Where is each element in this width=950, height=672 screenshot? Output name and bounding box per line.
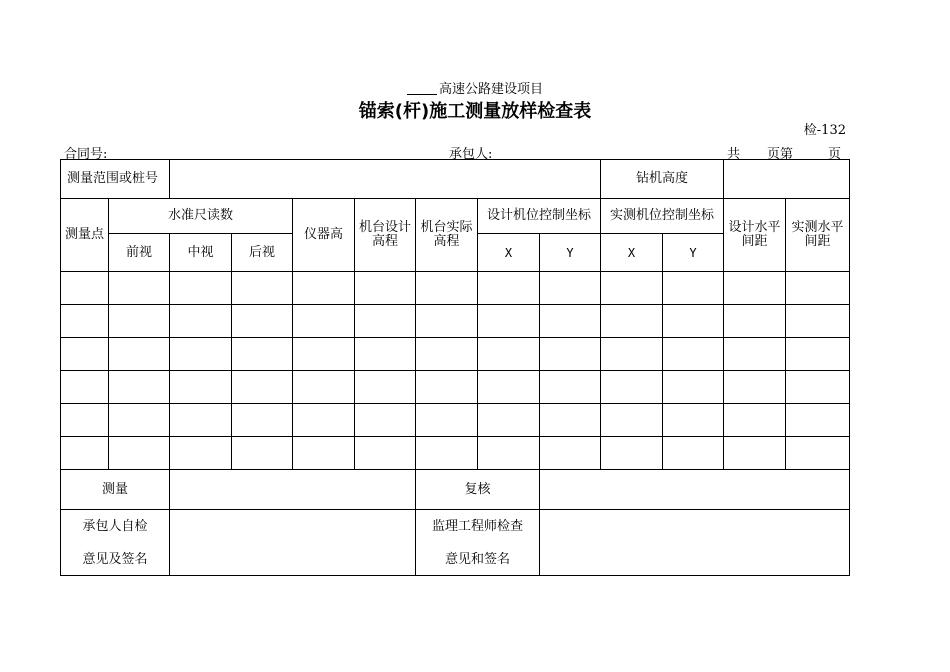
col-back-header: 后视: [232, 234, 293, 272]
table-cell[interactable]: [540, 338, 601, 371]
range-value-cell[interactable]: [170, 160, 601, 199]
contractor-check-line2: 意见及签名: [82, 552, 148, 567]
table-cell[interactable]: [416, 338, 478, 371]
table-cell[interactable]: [663, 437, 724, 470]
table-cell[interactable]: [355, 305, 416, 338]
table-cell[interactable]: [478, 437, 540, 470]
table-cell[interactable]: [109, 305, 170, 338]
table-cell[interactable]: [416, 404, 478, 437]
table-row: [61, 437, 850, 470]
table-cell[interactable]: [540, 371, 601, 404]
table-cell[interactable]: [724, 404, 786, 437]
drill-height-value-cell[interactable]: [724, 160, 850, 199]
table-cell[interactable]: [786, 305, 850, 338]
table-cell[interactable]: [601, 338, 663, 371]
table-cell[interactable]: [724, 305, 786, 338]
project-subtitle: [0, 78, 950, 97]
col-design-coord-header: 设计机位控制坐标: [478, 199, 601, 234]
table-cell[interactable]: [232, 338, 293, 371]
table-row: [61, 272, 850, 305]
table-row: [61, 305, 850, 338]
recheck-signature-cell[interactable]: [540, 470, 850, 510]
table-cell[interactable]: [478, 338, 540, 371]
col-actual-y-header: Y: [663, 234, 724, 272]
form-code: 检-132: [803, 123, 846, 138]
table-cell[interactable]: [478, 272, 540, 305]
survey-row: [61, 470, 850, 510]
col-instrument-header: 仪器高: [293, 199, 355, 272]
form-title: 锚索(杆)施工测量放样检查表: [358, 101, 592, 122]
contractor-opinion-cell[interactable]: [170, 510, 416, 576]
table-cell[interactable]: [232, 404, 293, 437]
table-cell[interactable]: [232, 371, 293, 404]
table-cell[interactable]: [663, 404, 724, 437]
table-cell[interactable]: [540, 305, 601, 338]
col-actual-x-header: X: [601, 234, 663, 272]
table-cell[interactable]: [170, 338, 232, 371]
supervisor-check-line1: 监理工程师检查: [432, 519, 524, 534]
table-cell[interactable]: [786, 437, 850, 470]
col-actual-elev-header: 机台实际高程: [416, 199, 478, 272]
table-cell[interactable]: [663, 371, 724, 404]
table-cell[interactable]: [663, 272, 724, 305]
table-cell[interactable]: [61, 338, 109, 371]
col-front-header: 前视: [109, 234, 170, 272]
table-cell[interactable]: [416, 272, 478, 305]
col-actual-coord-header: 实测机位控制坐标: [601, 199, 724, 234]
table-cell[interactable]: [724, 272, 786, 305]
table-cell[interactable]: [663, 338, 724, 371]
table-cell[interactable]: [232, 272, 293, 305]
table-cell[interactable]: [540, 404, 601, 437]
table-cell[interactable]: [601, 371, 663, 404]
col-design-elev-header: 机台设计高程: [355, 199, 416, 272]
table-cell[interactable]: [109, 437, 170, 470]
col-design-y-header: Y: [540, 234, 601, 272]
table-cell[interactable]: [232, 437, 293, 470]
table-row: [61, 338, 850, 371]
table-cell[interactable]: [170, 305, 232, 338]
table-cell[interactable]: [61, 371, 109, 404]
table-cell[interactable]: [355, 404, 416, 437]
table-cell[interactable]: [109, 404, 170, 437]
table-cell[interactable]: [109, 371, 170, 404]
col-design-dist-header: 设计水平间距: [724, 199, 786, 272]
table-cell[interactable]: [293, 338, 355, 371]
table-row: [61, 404, 850, 437]
table-cell[interactable]: [416, 371, 478, 404]
col-level-header: 水准尺读数: [109, 199, 293, 234]
table-cell[interactable]: [786, 371, 850, 404]
range-row: [61, 160, 850, 199]
table-cell[interactable]: [540, 272, 601, 305]
col-design-x-header: X: [478, 234, 540, 272]
supervisor-check-line2: 意见和签名: [445, 552, 511, 567]
contract-number-label: 合同号:: [64, 147, 108, 162]
table-cell[interactable]: [478, 371, 540, 404]
table-cell[interactable]: [786, 404, 850, 437]
table-cell[interactable]: [61, 272, 109, 305]
table-cell[interactable]: [540, 437, 601, 470]
table-cell[interactable]: [293, 272, 355, 305]
header-row-1: [61, 199, 850, 234]
table-cell[interactable]: [293, 437, 355, 470]
table-cell[interactable]: [61, 437, 109, 470]
contractor-check-line1: 承包人自检: [82, 519, 148, 534]
table-row: [61, 371, 850, 404]
table-cell[interactable]: [232, 305, 293, 338]
table-cell[interactable]: [355, 272, 416, 305]
range-label: 测量范围或桩号: [61, 160, 170, 199]
supervisor-opinion-cell[interactable]: [540, 510, 850, 576]
survey-check-table: [60, 159, 850, 576]
supervisor-check-label: [416, 510, 540, 576]
table-cell[interactable]: [601, 437, 663, 470]
table-cell[interactable]: [416, 437, 478, 470]
table-cell[interactable]: [109, 338, 170, 371]
data-rows: [61, 272, 850, 470]
table-cell[interactable]: [786, 338, 850, 371]
check-opinion-row: [61, 510, 850, 576]
page-unit-label: 页: [828, 147, 842, 162]
project-label: 高速公路建设项目: [438, 82, 543, 97]
survey-label: 测量: [61, 470, 170, 510]
table-cell[interactable]: [786, 272, 850, 305]
contractor-check-label: [61, 510, 170, 576]
table-cell[interactable]: [355, 371, 416, 404]
page-total-label: 共: [727, 147, 741, 162]
table-cell[interactable]: [355, 437, 416, 470]
project-name-blank[interactable]: [407, 82, 437, 95]
table-cell[interactable]: [293, 305, 355, 338]
table-cell[interactable]: [355, 338, 416, 371]
table-cell[interactable]: [601, 404, 663, 437]
col-actual-dist-header: 实测水平间距: [786, 199, 850, 272]
table-cell[interactable]: [724, 437, 786, 470]
table-cell[interactable]: [61, 305, 109, 338]
table-cell[interactable]: [109, 272, 170, 305]
survey-signature-cell[interactable]: [170, 470, 416, 510]
table-cell[interactable]: [724, 338, 786, 371]
table-cell[interactable]: [293, 404, 355, 437]
col-point-header: 测量点: [61, 199, 109, 272]
table-cell[interactable]: [170, 404, 232, 437]
table-cell[interactable]: [478, 404, 540, 437]
table-cell[interactable]: [601, 305, 663, 338]
table-cell[interactable]: [724, 371, 786, 404]
table-cell[interactable]: [478, 305, 540, 338]
table-cell[interactable]: [170, 371, 232, 404]
table-cell[interactable]: [416, 305, 478, 338]
drill-height-label: 钻机高度: [601, 160, 724, 199]
contractor-label: 承包人:: [449, 147, 493, 162]
table-cell[interactable]: [170, 437, 232, 470]
table-cell[interactable]: [601, 272, 663, 305]
table-cell[interactable]: [61, 404, 109, 437]
table-cell[interactable]: [170, 272, 232, 305]
recheck-label: 复核: [416, 470, 540, 510]
page-of-label: 页第: [767, 147, 794, 162]
table-cell[interactable]: [663, 305, 724, 338]
table-cell[interactable]: [293, 371, 355, 404]
col-middle-header: 中视: [170, 234, 232, 272]
